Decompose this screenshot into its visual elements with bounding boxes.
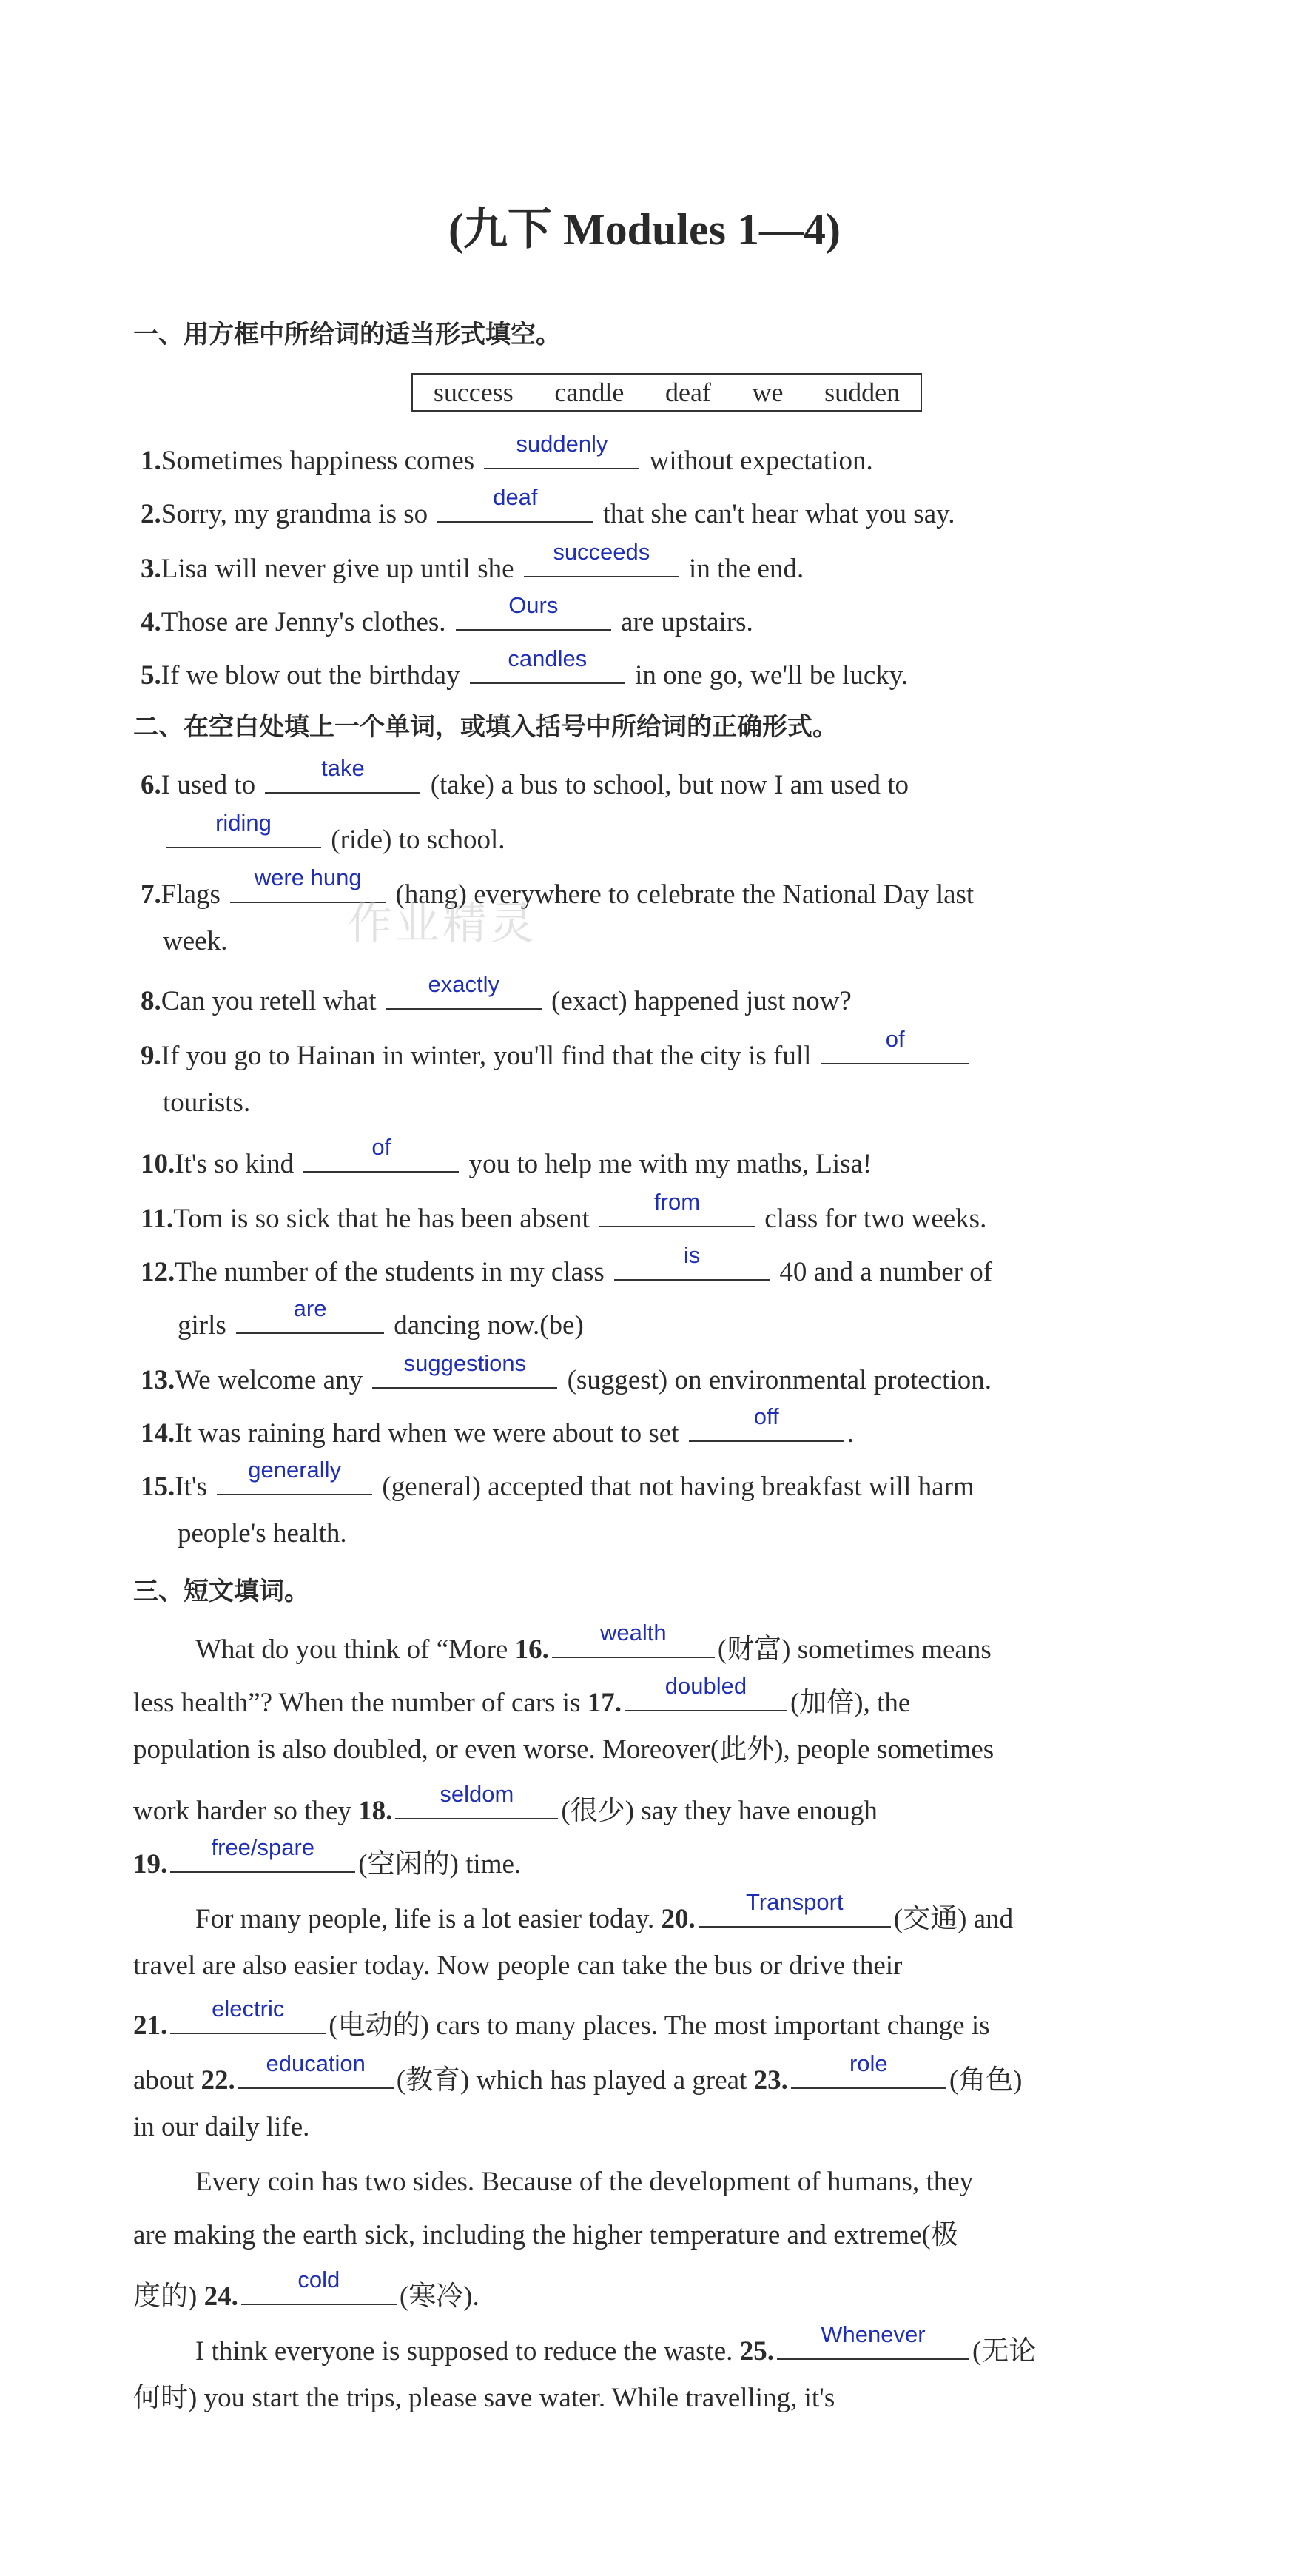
- answer-blank[interactable]: suddenly: [484, 438, 639, 469]
- question-7-cont: week.: [163, 926, 228, 956]
- question-10: 10.It's so kind of you to help me with my maths, Lisa!: [141, 1134, 872, 1179]
- answer-blank[interactable]: of: [821, 1033, 969, 1064]
- answer-blank[interactable]: of: [303, 1141, 459, 1173]
- passage-line: 21. electric (电动的) cars to many places. The most important change is: [133, 1996, 990, 2041]
- answer-blank[interactable]: cold: [241, 2274, 397, 2305]
- passage-line: are making the earth sick, including the higher temperature and extreme(极: [133, 2220, 958, 2250]
- passage-line: 19. free/spare (空闲的) time.: [133, 1834, 522, 1879]
- question-12: 12.The number of the students in my class is 40 and a number of: [141, 1242, 993, 1287]
- passage-line: What do you think of “More 16. wealth (财富) sometimes means: [195, 1620, 992, 1665]
- box-word: candle: [554, 378, 625, 407]
- question-15-cont: people's health.: [178, 1518, 347, 1549]
- question-13: 13.We welcome any suggestions (suggest) on environmental protection.: [141, 1350, 992, 1395]
- answer-blank[interactable]: succeeds: [524, 546, 679, 577]
- question-7: 7.Flags were hung (hang) everywhere to celebrate the National Day last: [141, 865, 975, 910]
- answer-blank[interactable]: were hung: [230, 872, 386, 903]
- answer-blank[interactable]: role: [791, 2058, 946, 2089]
- question-8: 8.Can you retell what exactly (exact) happened just now?: [141, 971, 852, 1016]
- passage-line: travel are also easier today. Now people can take the bus or drive their: [133, 1951, 903, 1981]
- answer-blank[interactable]: are: [236, 1303, 384, 1334]
- question-11: 11.Tom is so sick that he has been absent from class for two weeks.: [141, 1189, 987, 1234]
- answer-blank[interactable]: Ours: [456, 600, 611, 631]
- page-title: (九下 Modules 1—4): [448, 205, 841, 254]
- passage-line: population is also doubled, or even worse. Moreover(此外), people sometimes: [133, 1734, 994, 1765]
- answer-blank[interactable]: riding: [166, 817, 321, 848]
- answer-blank[interactable]: is: [614, 1250, 770, 1281]
- passage-line: I think everyone is supposed to reduce the waste. 25. Whenever (无论: [195, 2321, 1037, 2367]
- question-14: 14.It was raining hard when we were about to set off .: [141, 1403, 854, 1449]
- answer-blank[interactable]: candles: [470, 653, 625, 684]
- question-12-cont: girls are dancing now.(be): [178, 1295, 584, 1341]
- passage-line: about 22. education (教育) which has played a great 23. role (角色): [133, 2050, 1023, 2096]
- passage-line: For many people, life is a lot easier today. 20. Transport (交通) and: [195, 1889, 1014, 1934]
- watermark: 作业精灵: [348, 898, 537, 950]
- section-3-heading: 三、短文填词。: [133, 1577, 309, 1606]
- answer-blank[interactable]: seldom: [395, 1788, 558, 1819]
- question-2: 2.Sorry, my grandma is so deaf that she can't hear what you say.: [141, 484, 955, 529]
- question-1: 1.Sometimes happiness comes suddenly without expectation.: [141, 431, 873, 476]
- question-3: 3.Lisa will never give up until she succeeds in the end.: [141, 539, 804, 584]
- answer-blank[interactable]: exactly: [386, 979, 542, 1010]
- passage-line: work harder so they 18. seldom (很少) say they have enough: [133, 1781, 878, 1826]
- answer-blank[interactable]: free/spare: [170, 1842, 355, 1873]
- answer-blank[interactable]: suggestions: [372, 1358, 557, 1389]
- passage-line: Every coin has two sides. Because of the development of humans, they: [195, 2167, 974, 2197]
- answer-blank[interactable]: take: [265, 762, 420, 794]
- passage-line: 度的) 24. cold (寒冷).: [133, 2267, 479, 2312]
- answer-blank[interactable]: education: [238, 2058, 394, 2089]
- answer-blank[interactable]: doubled: [625, 1680, 787, 1711]
- passage-line: 何时) you start the trips, please save water. While travelling, it's: [133, 2383, 835, 2413]
- answer-blank[interactable]: deaf: [437, 492, 593, 523]
- answer-blank[interactable]: Transport: [699, 1896, 891, 1928]
- question-6-cont: riding (ride) to school.: [163, 817, 1185, 856]
- answer-blank[interactable]: wealth: [552, 1627, 715, 1658]
- box-word: we: [752, 378, 784, 407]
- answer-blank[interactable]: generally: [217, 1464, 372, 1495]
- box-word: deaf: [664, 378, 711, 407]
- question-4: 4.Those are Jenny's clothes. Ours are upstairs.: [141, 592, 753, 637]
- question-5: 5.If we blow out the birthday candles in one go, we'll be lucky.: [141, 645, 909, 691]
- answer-blank[interactable]: Whenever: [777, 2329, 969, 2360]
- section-2-heading: 二、在空白处填上一个单词，或填入括号中所给词的正确形式。: [133, 712, 838, 742]
- answer-blank[interactable]: electric: [170, 2003, 326, 2034]
- passage-line: in our daily life.: [133, 2112, 310, 2142]
- question-9: 9.If you go to Hainan in winter, you'll find that the city is full of: [141, 1033, 1185, 1073]
- section-1-heading: 一、用方框中所给词的适当形式填空。: [133, 320, 561, 349]
- box-word: success: [433, 378, 514, 407]
- box-word: sudden: [824, 378, 901, 407]
- question-15: 15.It's generally (general) accepted that not having breakfast will harm: [141, 1457, 975, 1502]
- answer-blank[interactable]: off: [689, 1411, 844, 1442]
- question-6: 6.I used to take (take) a bus to school, but now I am used to: [141, 755, 909, 800]
- passage-line: less health”? When the number of cars is 17. doubled (加倍), the: [133, 1673, 911, 1718]
- question-9-cont: tourists.: [163, 1087, 251, 1118]
- word-box: [411, 373, 922, 412]
- answer-blank[interactable]: from: [599, 1196, 755, 1227]
